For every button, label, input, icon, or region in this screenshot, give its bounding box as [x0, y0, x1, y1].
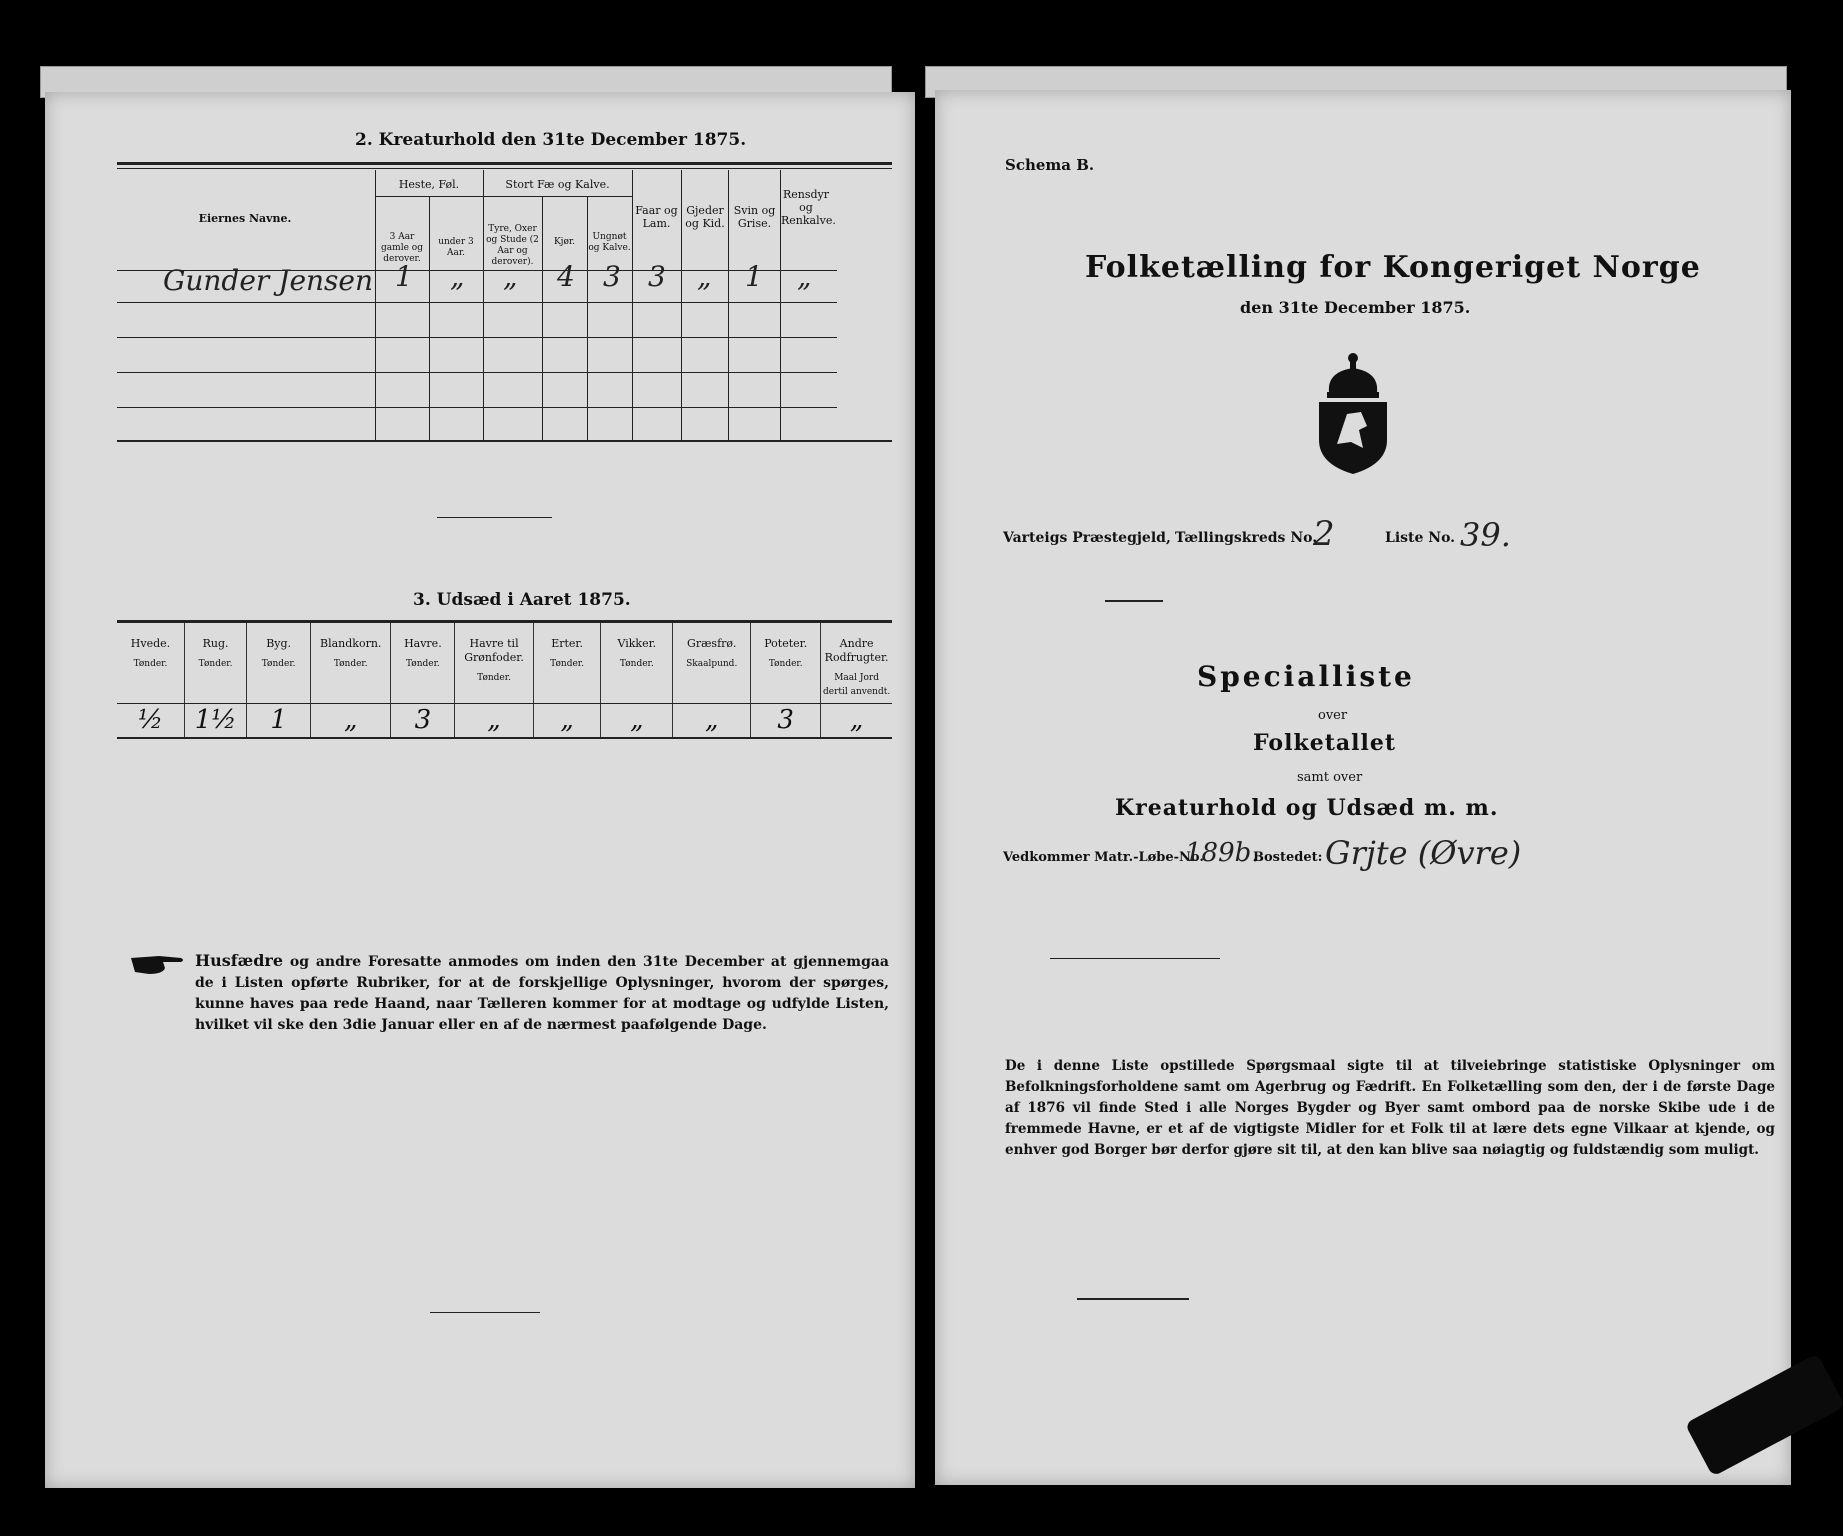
main-title: Folketælling for Kongeriget Norge [1085, 250, 1701, 285]
s3-header-cell [673, 623, 751, 703]
s3-value-cell: 3 [391, 703, 455, 737]
s3-header-unit: Tønder. [133, 659, 168, 669]
s2-header-kjor: Kjør. [553, 237, 576, 247]
s2-vline [483, 170, 484, 442]
s3-value-cell: „ [455, 703, 533, 737]
s3-header-cell [821, 623, 892, 703]
s3-value-cell: 1 [247, 703, 311, 737]
s3-header-name: Hvede. [130, 637, 171, 650]
notice-text [195, 950, 889, 1036]
s2-row-line [117, 302, 837, 303]
bostedet-value: Grjte (Øvre) [1325, 834, 1522, 872]
footer-text: De i denne Liste opstillede Spørgsmaal sigte til at tilveiebringe statistiske Oplysninger om Befolkningsforholdene samt om Agerbrug og Fædrift. En Folketælling som den, der i de første Dage af 1876 vil finde Sted i alle Norges Bygder og Byer samt ombord paa de norske Skibe ude i de fremmede Havne, er et af de vigtigste Midler for et Folk til at lære dets egne Vilkaar at kjende, og enhver god Borger bør derfor gjøre sit til, at den kan blive saa nøiagtig og fuldstændig som muligt. [1005, 1058, 1775, 1158]
s2-row-line [117, 407, 837, 408]
s3-table [117, 623, 892, 737]
s3-header-cell [601, 623, 673, 703]
census-date: den 31te December 1875. [1240, 298, 1471, 317]
liste-value: 39. [1460, 516, 1511, 554]
s3-value-cell: „ [673, 703, 751, 737]
matr-value: 189b. [1185, 838, 1260, 868]
tellingskreds-value: 2 [1313, 514, 1335, 554]
s2-header-tyre: Tyre, Oxer og Stude (2 Aar og derover). [486, 224, 539, 267]
matr-label: Vedkommer Matr.-Løbe-No. [1003, 850, 1204, 865]
s2-top-rule [117, 162, 892, 165]
section3-title: 3. Udsæd i Aaret 1875. [413, 590, 631, 610]
s3-header-unit: Tønder. [405, 659, 440, 669]
s2-value: „ [450, 260, 465, 293]
s3-header-unit: Tønder. [261, 659, 296, 669]
s2-header-svin: Svin og Grise. [733, 204, 776, 230]
divider-short [437, 517, 552, 518]
s3-header-name: Andre Rodfrugter. [824, 637, 889, 664]
left-page [45, 92, 915, 1488]
s3-header-unit: Tønder. [333, 659, 368, 669]
liste-label: Liste No. [1385, 530, 1456, 546]
s2-top-rule-thin [117, 168, 892, 169]
s3-header-name: Havre. [404, 637, 442, 650]
s3-header-unit: Tønder. [550, 659, 584, 669]
s2-header-rensdyr: Rensdyr og Renkalve. [781, 188, 836, 227]
kreaturhold-title: Kreaturhold og Udsæd m. m. [1115, 795, 1499, 821]
samt-over-text: samt over [1297, 770, 1363, 785]
s3-header-name: Poteter. [764, 637, 808, 650]
s2-value: 3 [648, 260, 666, 293]
dashed-rule [1050, 958, 1220, 959]
s3-header-name: Erter. [551, 637, 583, 650]
s2-bottom-rule [117, 440, 892, 442]
s2-header-stortfae: Stort Fæ og Kalve. [505, 178, 610, 191]
norway-coat-of-arms-icon [1307, 352, 1399, 476]
s2-value: 1 [395, 260, 413, 293]
s2-header-gjeder: Gjeder og Kid. [685, 204, 725, 230]
notice-body: og andre Foresatte anmodes om inden den 31te December at gjennemgaa de i Listen opførte Rubriker, for at de forskjellige Oplysninger, hvorom der spørges, kunne haves paa rede Haand, naar Tælleren kommer for at modtage og udfylde Listen, hvilket vil ske den 3die Januar eller en af de nærmest paafølgende Dage. [195, 954, 890, 1033]
s3-value-cell: 3 [751, 703, 821, 737]
s3-header-unit: Tønder. [477, 673, 511, 683]
specialliste-title: Specialliste [1197, 660, 1415, 693]
s2-vline [375, 170, 376, 442]
s3-header-name: Byg. [266, 637, 292, 650]
schema-label: Schema B. [1005, 156, 1095, 174]
prestegjeld-label: Varteigs Præstegjeld, [1003, 530, 1171, 546]
short-rule [1105, 600, 1163, 602]
s2-value: 4 [557, 260, 575, 293]
s3-value-cell: „ [821, 703, 892, 737]
s3-header-unit: Tønder. [619, 659, 654, 669]
s3-header-name: Havre til Grønfoder. [464, 637, 524, 664]
s3-header-cell [533, 623, 601, 703]
pointing-hand-icon [129, 950, 187, 976]
s2-value: „ [797, 260, 812, 293]
s2-value: „ [503, 260, 518, 293]
s3-value-cell: „ [533, 703, 601, 737]
s3-header-unit: Skaalpund. [686, 659, 738, 669]
s3-header-cell [117, 623, 184, 703]
s2-value: 1 [745, 260, 763, 293]
bostedet-label: Bostedet: [1253, 850, 1323, 865]
right-page [935, 90, 1791, 1485]
s2-header-heste-old: 3 Aar gamle og derover. [381, 232, 423, 264]
s2-row-line [117, 337, 837, 338]
s3-value-cell: ½ [137, 705, 164, 735]
s3-value-cell: 1½ [184, 703, 246, 737]
s2-value: 3 [603, 260, 621, 293]
s3-header-cell [455, 623, 533, 703]
s3-header-cell [391, 623, 455, 703]
s2-header-owner: Eiernes Navne. [198, 212, 292, 225]
bottom-dash [430, 1312, 540, 1313]
s3-header-name: Rug. [202, 637, 229, 650]
s3-header-unit: Tønder. [768, 659, 803, 669]
s2-subgroup-line [375, 196, 632, 197]
s3-header-cell [751, 623, 821, 703]
s3-header-name: Græsfrø. [687, 637, 737, 650]
s2-header-ungnot: Ungnøt og Kalve. [588, 232, 631, 253]
section2-title: 2. Kreaturhold den 31te December 1875. [355, 130, 747, 150]
s2-row-line [117, 372, 837, 373]
s3-value-cell: „ [601, 703, 673, 737]
s3-header-cell [247, 623, 311, 703]
s2-vline [542, 196, 543, 442]
s3-value-cell: „ [311, 703, 391, 737]
s2-header-faar: Faar og Lam. [635, 204, 678, 230]
s2-vline [429, 196, 430, 442]
footer-rule [1077, 1298, 1189, 1300]
s2-header-heste-young: under 3 Aar. [438, 237, 474, 258]
s3-header-unit: Tønder. [198, 659, 233, 669]
s3-header-unit: Maal Jord dertil anvendt. [822, 673, 891, 697]
over-text: over [1318, 708, 1348, 723]
tellingskreds-label: Tællingskreds No. [1175, 530, 1318, 546]
s2-owner-name: Gunder Jensen [163, 264, 374, 297]
s3-header-name: Vikker. [617, 637, 657, 650]
s3-header-cell [184, 623, 246, 703]
s3-header-cell [311, 623, 391, 703]
notice-lead: Husfædre [195, 951, 284, 970]
s2-header-heste: Heste, Føl. [398, 178, 460, 191]
s3-bottom-rule [117, 737, 892, 739]
s3-header-name: Blandkorn. [320, 637, 382, 650]
s3-head-line [117, 703, 892, 704]
folketallet-title: Folketallet [1253, 730, 1396, 756]
s2-value: „ [697, 260, 712, 293]
